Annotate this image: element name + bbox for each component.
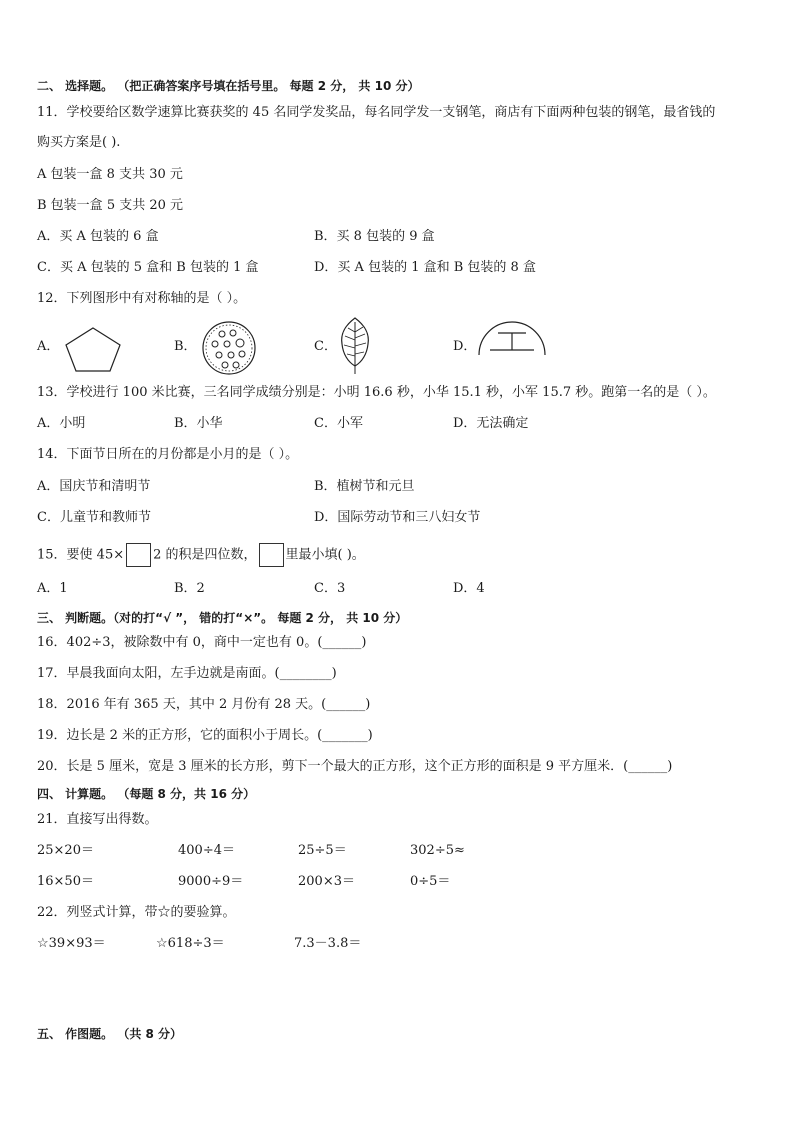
q19: 19．边长是 2 米的正方形，它的面积小于周长。(_______): [37, 728, 373, 743]
q22-item: ☆618÷3＝: [156, 936, 225, 951]
q14-option-d: D．国际劳动节和三八妇女节: [314, 510, 481, 525]
q15-option-a: A．1: [37, 581, 68, 596]
q12-label-d: D．: [453, 339, 477, 354]
q11-info-a: A 包装一盒 8 支共 30 元: [37, 167, 183, 182]
section3-heading: 三、 判断题。（对的打“√ ”， 错的打“×”。 每题 2 分， 共 10 分）: [37, 611, 408, 625]
q15-option-b: B．2: [174, 581, 205, 596]
q11-line2: 购买方案是( ).: [37, 135, 121, 150]
q21-item: 25×20＝: [37, 843, 94, 858]
q14-option-c: C．儿童节和教师节: [37, 510, 151, 525]
q12-label-b: B．: [174, 339, 197, 354]
q14-option-b: B．植树节和元旦: [314, 479, 415, 494]
q12-label-c: C．: [314, 339, 337, 354]
q15-part3: 里最小填( )。: [285, 547, 365, 563]
q11-option-a: A．买 A 包装的 6 盒: [37, 229, 159, 244]
q21-item: 9000÷9＝: [178, 874, 244, 889]
q15-part1: 15．要使 45×: [37, 547, 125, 563]
q12-stem: 12．下列图形中有对称轴的是（ ）。: [37, 291, 247, 306]
q21-item: 400÷4＝: [178, 843, 235, 858]
q14-stem: 14．下面节日所在的月份都是小月的是（ ）。: [37, 447, 299, 462]
pentagon-figure: [62, 325, 124, 373]
q20: 20．长是 5 厘米，宽是 3 厘米的长方形，剪下一个最大的正方形，这个正方形的面积是 9 平方厘米．(______): [37, 759, 673, 774]
q15-part2: 2 的积是四位数，: [153, 547, 257, 563]
section4-heading: 四、 计算题。 （每题 8 分，共 16 分）: [37, 787, 256, 801]
q22-item: ☆39×93＝: [37, 936, 106, 951]
q13-stem: 13．学校进行 100 米比赛，三名同学成绩分别是：小明 16.6 秒，小华 15.1 秒，小军 15.7 秒。跑第一名的是（ ）。: [37, 385, 716, 400]
q11-line1: 11．学校要给区数学速算比赛获奖的 45 名同学发奖品，每名同学发一支钢笔，商店有下面两种包装的钢笔，最省钱的: [37, 105, 716, 120]
q21-item: 16×50＝: [37, 874, 94, 889]
q21-item: 25÷5＝: [298, 843, 347, 858]
q14-option-a: A．国庆节和清明节: [37, 479, 151, 494]
section2-heading: 二、 选择题。 （把正确答案序号填在括号里。 每题 2 分， 共 10 分）: [37, 79, 420, 93]
q13-option-c: C．小军: [314, 416, 363, 431]
q12-label-a: A．: [37, 339, 60, 354]
section5-heading: 五、 作图题。 （共 8 分）: [37, 1027, 183, 1041]
arch-figure: [476, 316, 548, 356]
q21-item: 200×3＝: [298, 874, 355, 889]
q21-item: 302÷5≈: [410, 843, 465, 858]
q18: 18．2016 年有 365 天，其中 2 月份有 28 天。(______): [37, 697, 371, 712]
q15-blank-box-2: [259, 543, 284, 567]
q21-stem: 21．直接写出得数。: [37, 812, 158, 827]
q21-item: 0÷5＝: [410, 874, 451, 889]
q15-blank-box: [126, 543, 151, 567]
q15-option-c: C．3: [314, 581, 346, 596]
q22-stem: 22．列竖式计算，带☆的要验算。: [37, 905, 236, 920]
q17: 17．早晨我面向太阳，左手边就是南面。(________): [37, 666, 337, 681]
leaf-figure: [338, 316, 372, 376]
q22-item: 7.3－3.8＝: [294, 936, 362, 951]
q13-option-a: A．小明: [37, 416, 86, 431]
q15-stem: [37, 543, 365, 567]
q15-option-d: D．4: [453, 581, 485, 596]
q13-option-d: D．无法确定: [453, 416, 529, 431]
q11-option-d: D．买 A 包装的 1 盒和 B 包装的 8 盒: [314, 260, 536, 275]
dotted-circle-figure: [200, 320, 258, 376]
q13-option-b: B．小华: [174, 416, 223, 431]
q11-info-b: B 包装一盒 5 支共 20 元: [37, 198, 184, 213]
q11-option-c: C．买 A 包装的 5 盒和 B 包装的 1 盒: [37, 260, 259, 275]
q16: 16．402÷3，被除数中有 0，商中一定也有 0。(______): [37, 635, 367, 650]
q11-option-b: B．买 8 包装的 9 盒: [314, 229, 435, 244]
